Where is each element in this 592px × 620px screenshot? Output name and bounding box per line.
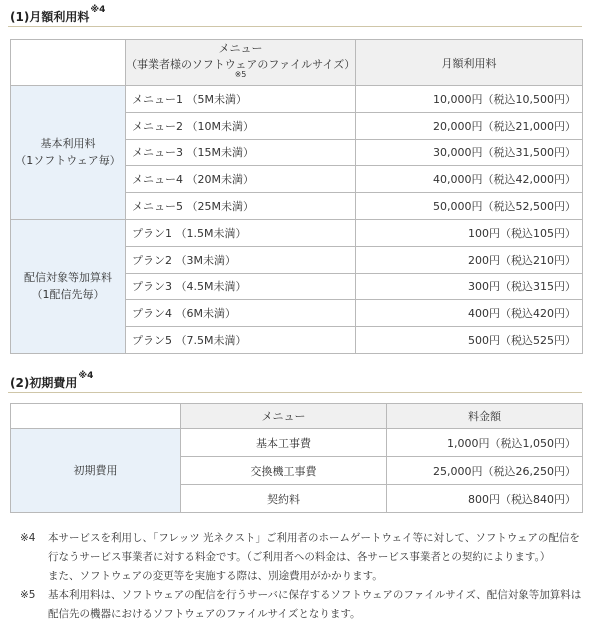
menu-cell: メニュー1 （5M未満） [126,86,356,113]
header-menu: メニュー [181,404,387,429]
fee-cell: 10,000円（税込10,500円） [356,86,583,113]
fee-cell: 800円（税込840円） [387,485,583,513]
table-row [11,219,583,246]
initial-cost-table [10,403,583,513]
footnote-text: 基本利用料は、ソフトウェアの配信を行うサーバに保存するソフトウェアのファイルサイズ、配信対象等加算料は配信先の機器におけるソフトウェアのファイルサイズとなります。 [48,589,582,620]
menu-cell: プラン5 （7.5M未満） [126,327,356,354]
footnote-mark: ※5 [20,589,36,601]
fee-cell: 25,000円（税込26,250円） [387,457,583,485]
table-row [11,429,583,457]
menu-cell: プラン3 （4.5M未満） [126,273,356,300]
menu-cell: プラン2 （3M未満） [126,246,356,273]
category-distribution-fee: 配信対象等加算料 （1配信先毎） [11,219,126,353]
fee-cell: 1,000円（税込1,050円） [387,429,583,457]
fee-cell: 30,000円（税込31,500円） [356,139,583,166]
fee-cell: 100円（税込105円） [356,219,583,246]
section-title-monthly-fee: (1)月額利用料$^{※4}$ [10,5,106,24]
menu-cell: プラン4 （6M未満） [126,300,356,327]
menu-cell: 基本工事費 [181,429,387,457]
menu-cell: メニュー2 （10M未満） [126,112,356,139]
menu-cell: プラン1 （1.5M未満） [126,219,356,246]
menu-cell: メニュー4 （20M未満） [126,166,356,193]
fee-cell: 20,000円（税込21,000円） [356,112,583,139]
fee-cell: 300円（税込315円） [356,273,583,300]
footnote-mark: ※4 [78,371,94,381]
section-title-initial-cost: (2)初期費用$^{※4}$ [10,371,94,390]
table-row [11,86,583,113]
header-monthly-fee: 月額利用料 [356,40,583,86]
footnote-4 [20,529,582,586]
footnote-mark: ※5 [234,70,247,79]
footnote-mark: ※4 [20,532,36,544]
monthly-fee-table [10,39,583,354]
menu-cell: メニュー5 （25M未満） [126,193,356,220]
category-initial-cost: 初期費用 [11,429,181,513]
fee-cell: 400円（税込420円） [356,300,583,327]
section-divider [8,26,582,27]
category-basic-fee: 基本利用料 （1ソフトウェア毎） [11,86,126,220]
footnotes [20,529,582,620]
header-empty-cell [11,40,126,86]
footnote-text: また、ソフトウェアの変更等を実施する際は、別途費用がかかります。 [48,570,383,582]
fee-cell: 40,000円（税込42,000円） [356,166,583,193]
fee-cell: 500円（税込525円） [356,327,583,354]
menu-cell: 契約料 [181,485,387,513]
table-header-row [11,404,583,429]
footnote-mark: ※4 [90,5,106,15]
footnote-text: 本サービスを利用し、「フレッツ 光ネクスト」ご利用者のホームゲートウェイ等に対して、ソフトウェアの配信を行なうサービス事業者に対する料金です。（ご利用者への料金は、各サービス事業者との契約によります。） [48,532,580,563]
table-header-row [11,40,583,86]
header-empty-cell [11,404,181,429]
header-fee-amount: 料金額 [387,404,583,429]
header-menu: メニュー （事業者様のソフトウェアのファイルサイズ）$^{※5}$ [126,40,356,86]
fee-cell: 50,000円（税込52,500円） [356,193,583,220]
section-divider [8,392,582,393]
menu-cell: メニュー3 （15M未満） [126,139,356,166]
fee-cell: 200円（税込210円） [356,246,583,273]
menu-cell: 交換機工事費 [181,457,387,485]
footnote-5 [20,586,582,620]
